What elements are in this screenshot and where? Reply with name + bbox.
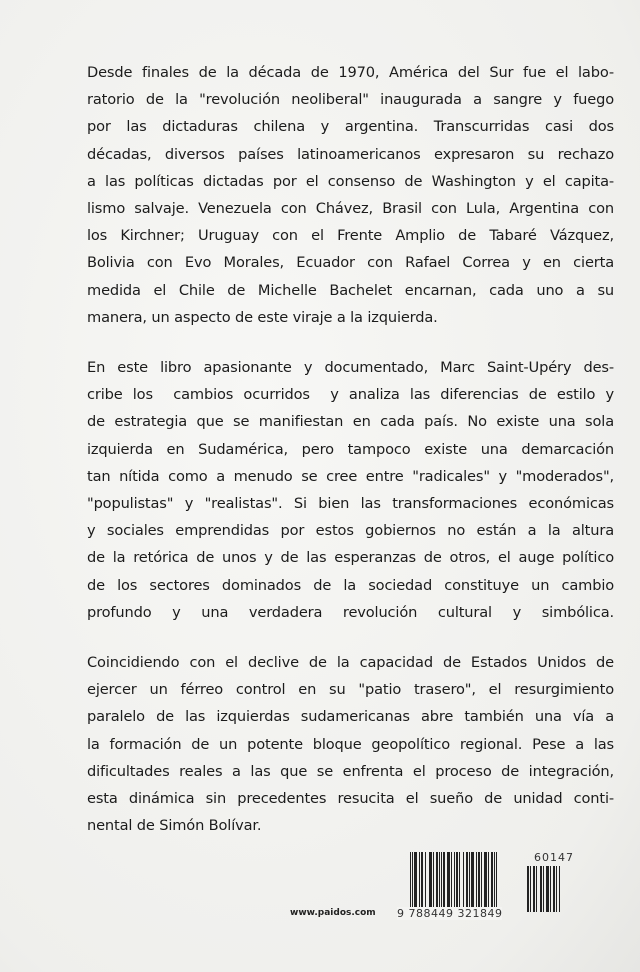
text-line: ejercer un férreo control en su "patio trasero", el resurgimiento [87,681,614,699]
blurb-paragraph-1 [87,59,614,331]
text-line: En este libro apasionante y documentado, Marc Saint-Upéry des- [87,359,614,376]
text-line: a las políticas dictadas por el consenso de Washington y el capita- [87,172,614,190]
text-line: por las dictaduras chilena y argentina. Transcurridas casi dos [87,118,614,136]
text-line: manera, un aspecto de este viraje a la izquierda. [87,308,438,326]
blurb-paragraph-2 [87,354,614,626]
text-line: de estrategia que se manifiestan en cada país. No existe una sola [87,413,614,431]
addon-code: 60147 [534,851,574,864]
text-line: dificultades reales a las que se enfrenta el proceso de integración, [87,762,614,780]
text-line: medida el Chile de Michelle Bachelet encarnan, cada uno a su [87,281,614,299]
text-line: paralelo de las izquierdas sudamericanas abre también una vía a [87,708,614,726]
text-line: profundo y una verdadera revolución cultural y simbólica. [87,603,614,621]
text-line: la formación de un potente bloque geopolítico regional. Pese a las [87,735,614,753]
barcode-bar [496,852,497,908]
isbn-barcode [410,852,523,908]
text-line: tan nítida como a menudo se cree entre "radicales" y "moderados", [87,467,614,485]
text-line: "populistas" y "realistas". Si bien las transformaciones económicas [87,494,614,512]
text-line: nental de Simón Bolívar. [87,817,262,835]
text-line: izquierda en Sudamérica, pero tampoco existe una demarcación [87,440,614,458]
text-line: de la retórica de unos y de las esperanzas de otros, el auge político [87,549,614,567]
text-line: cribe los cambios ocurridos y analiza las diferencias de estilo y [87,386,614,404]
text-line: y sociales emprendidas por estos gobiernos no están a la altura [87,522,614,540]
isbn-number: 9 788449 321849 [397,907,503,920]
addon-barcode [527,866,575,912]
text-line: Desde finales de la década de 1970, América del Sur fue el labo- [87,64,614,81]
text-line: Coincidiendo con el declive de la capacidad de Estados Unidos de [87,654,614,671]
text-line: lismo salvaje. Venezuela con Chávez, Brasil con Lula, Argentina con [87,199,614,217]
text-line: ratorio de la "revolución neoliberal" inaugurada a sangre y fuego [87,91,614,109]
text-line: esta dinámica sin precedentes resucita el sueño de unidad conti- [87,789,614,807]
text-line: los Kirchner; Uruguay con el Frente Amplio de Tabaré Vázquez, [87,227,614,245]
text-line: Bolivia con Evo Morales, Ecuador con Rafael Correa y en cierta [87,254,614,272]
blurb-paragraph-3 [87,649,614,839]
text-line: décadas, diversos países latinoamericanos expresaron su rechazo [87,145,614,163]
text-line: de los sectores dominados de la sociedad constituye un cambio [87,576,614,594]
publisher-website: www.paidos.com [290,908,376,918]
barcode-bar [559,866,560,912]
